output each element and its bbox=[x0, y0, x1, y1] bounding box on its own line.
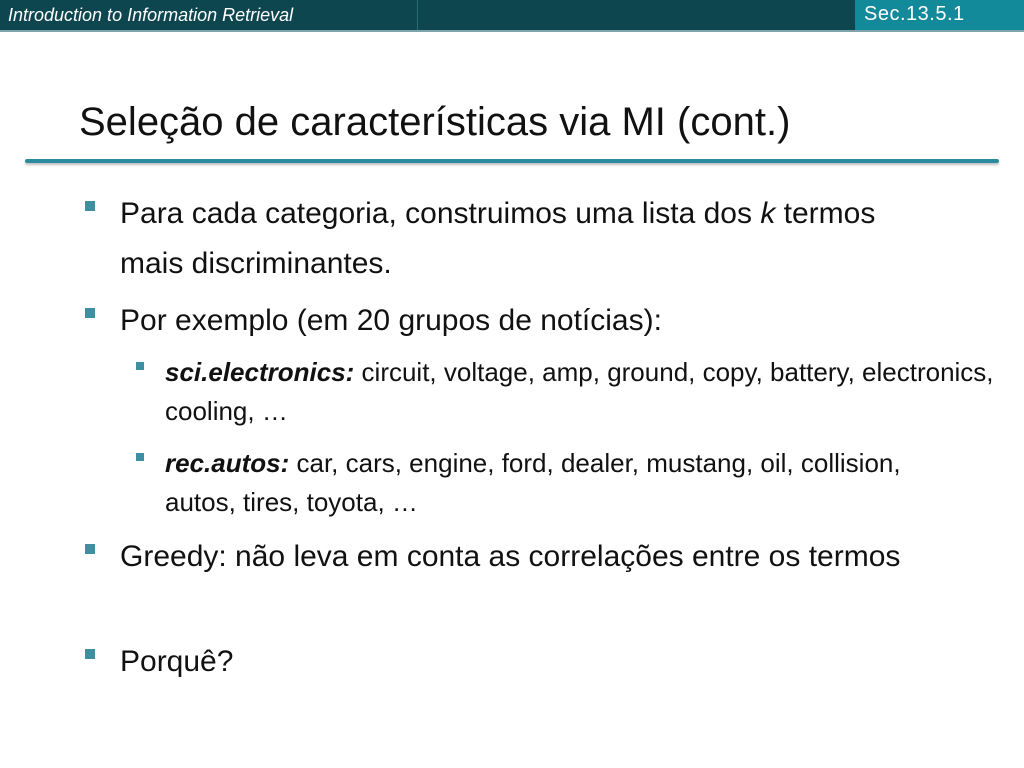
bullet-italic-k: k bbox=[760, 197, 776, 230]
section-reference: Sec.13.5.1 bbox=[864, 3, 965, 25]
bullet-square-icon bbox=[136, 362, 144, 370]
bullet-item bbox=[120, 189, 940, 289]
bullet-text bbox=[120, 189, 940, 289]
course-title: Introduction to Information Retrieval bbox=[8, 5, 294, 25]
bullet-square-icon bbox=[85, 308, 95, 318]
bullet-square-icon bbox=[136, 453, 144, 461]
bullet-text: Por exemplo (em 20 grupos de notícias): bbox=[120, 304, 662, 337]
term-list: car, cars, engine, ford, dealer, mustang, oil, collision, autos, tires, toyota, … bbox=[165, 448, 901, 517]
bullet-item bbox=[120, 296, 980, 346]
category-label: sci.electronics: bbox=[165, 357, 355, 387]
bullet-text-part: Para cada categoria, construimos uma lista dos bbox=[120, 197, 761, 230]
bullet-text bbox=[165, 444, 945, 522]
bullet-square-icon bbox=[85, 201, 95, 211]
slide-title: Seleção de características via MI (cont.) bbox=[79, 100, 791, 144]
bullet-text: Greedy: não leva em conta as correlações entre os termos bbox=[120, 540, 901, 573]
bullet-item bbox=[120, 637, 720, 687]
bullet-square-icon bbox=[85, 544, 95, 554]
category-label: rec.autos: bbox=[165, 448, 290, 478]
bullet-text-part: termos mais discriminantes. bbox=[120, 197, 876, 280]
bullet-text: Porquê? bbox=[120, 645, 234, 678]
bullet-text bbox=[165, 353, 995, 431]
bullet-square-icon bbox=[85, 649, 95, 659]
sub-bullet-item bbox=[165, 444, 945, 522]
bullet-item bbox=[120, 532, 950, 582]
sub-bullet-item bbox=[165, 353, 995, 431]
term-list: circuit, voltage, amp, ground, copy, battery, electronics, cooling, … bbox=[165, 357, 994, 426]
